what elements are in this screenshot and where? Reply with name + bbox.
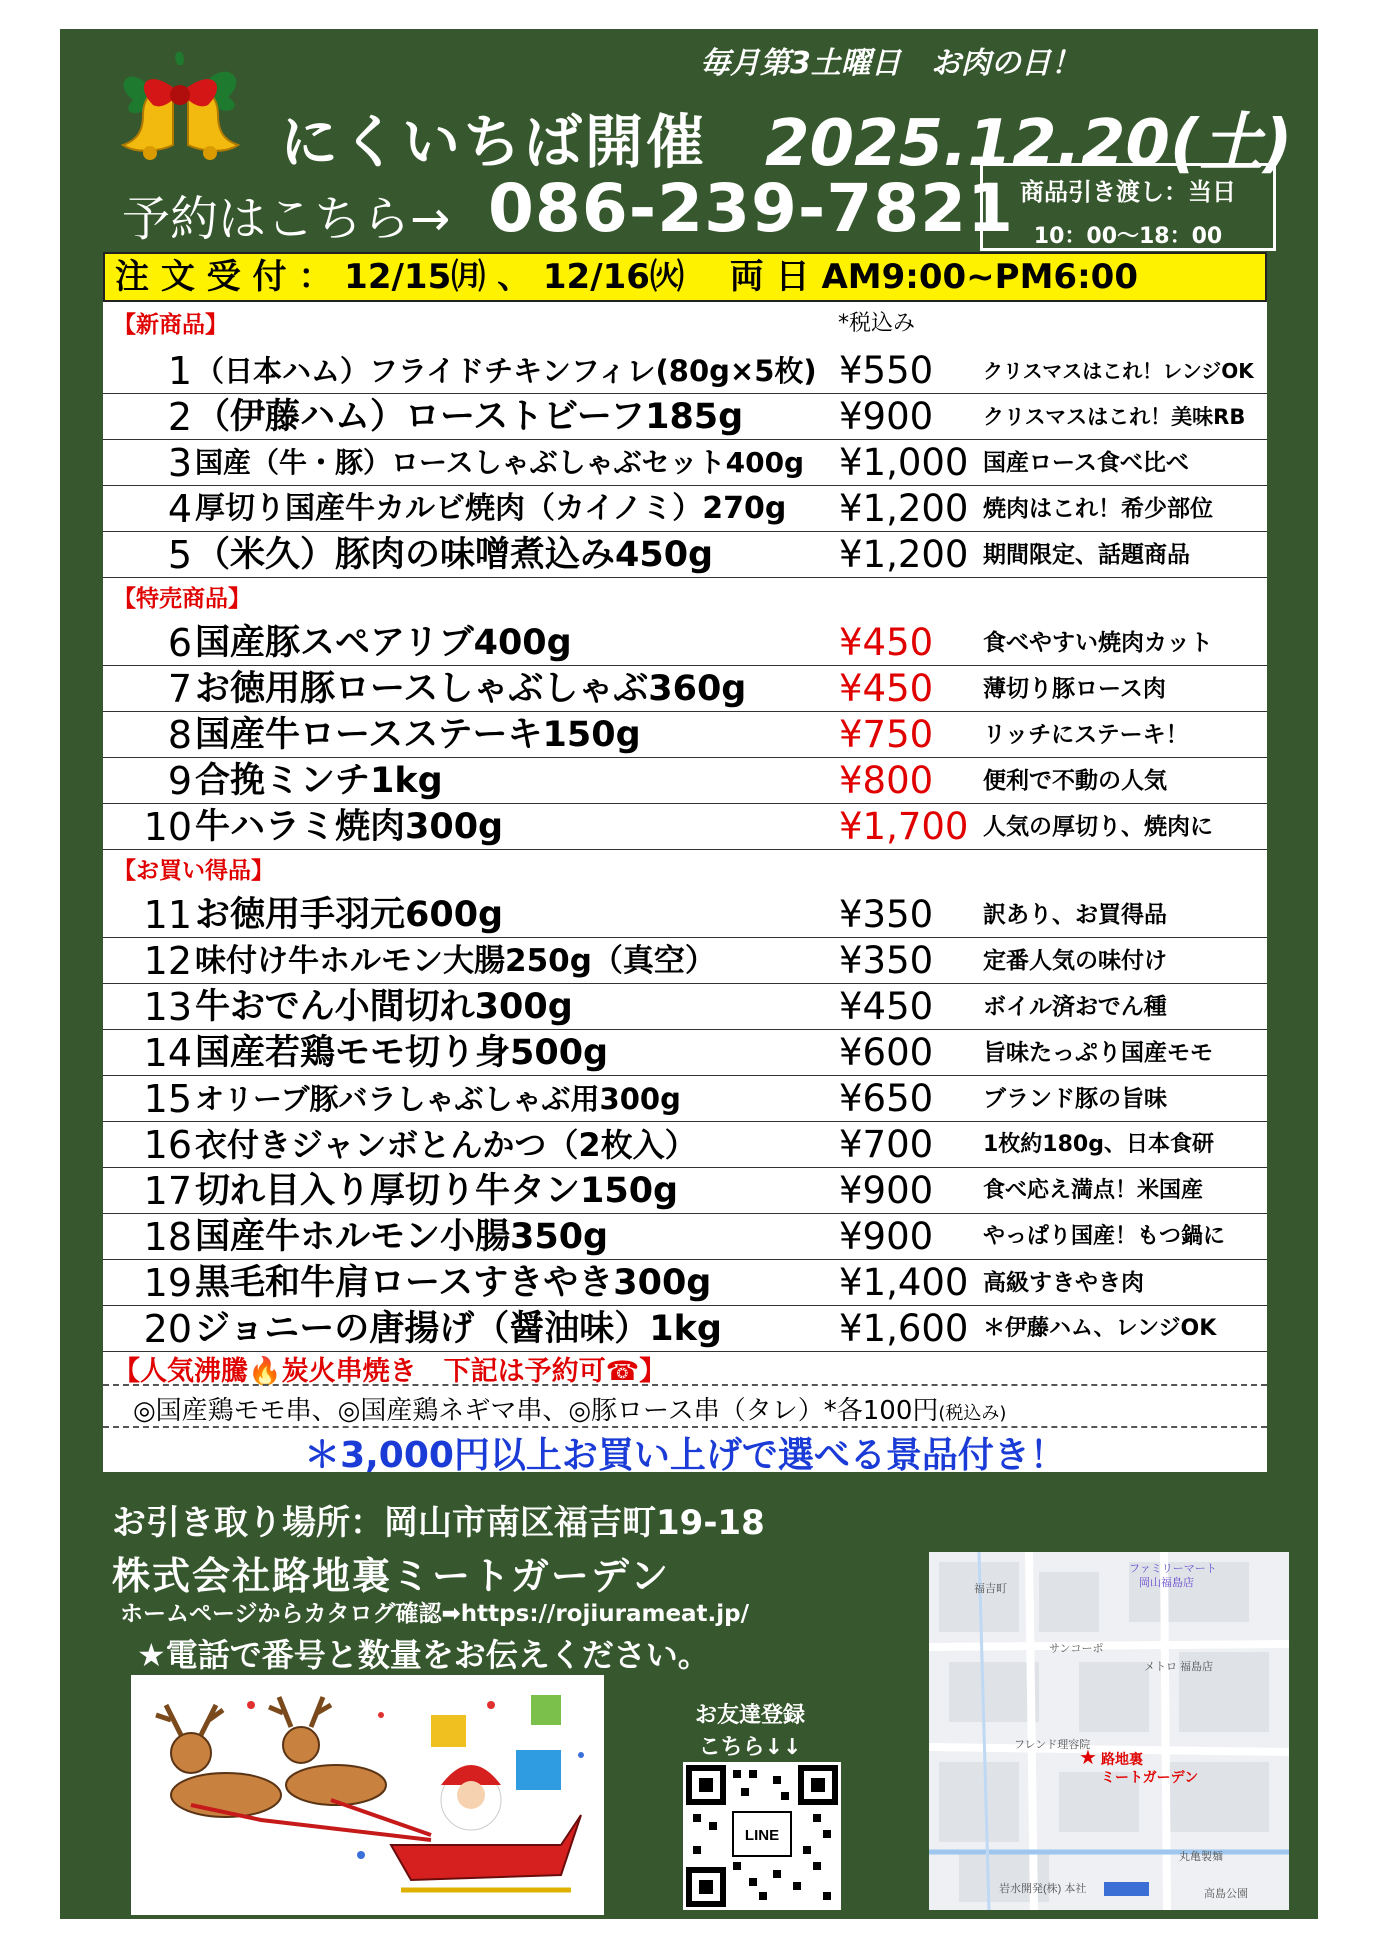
map-label: 高島公園 xyxy=(1204,1888,1248,1900)
item-number: 13 xyxy=(143,985,192,1029)
item-price: ¥1,700 xyxy=(839,805,969,848)
item-number: 11 xyxy=(143,893,192,937)
item-note: ボイル済おでん種 xyxy=(983,994,1167,1020)
list-item xyxy=(103,532,1267,578)
item-price: ¥1,200 xyxy=(839,533,969,576)
list-item xyxy=(103,712,1267,758)
item-note: 焼肉はこれ！希少部位 xyxy=(983,496,1213,522)
map-icon xyxy=(929,1552,1289,1910)
pickup-address: お引き取り場所：岡山市南区福吉町19-18 xyxy=(112,1503,765,1543)
item-name: お徳用手羽元600g xyxy=(195,895,504,935)
item-number: 9 xyxy=(167,759,192,803)
item-name: 牛おでん小間切れ300g xyxy=(195,987,573,1027)
item-price: ¥800 xyxy=(839,759,934,802)
item-price: ¥900 xyxy=(839,1215,934,1258)
delivery-label: 商品引き渡し：当日 xyxy=(1020,178,1236,206)
item-note: リッチにステーキ！ xyxy=(983,722,1189,748)
item-price: ¥1,600 xyxy=(839,1307,969,1350)
section-bargain: 【お買い得品】 xyxy=(113,858,274,884)
friend-line-2: こちら↓↓ xyxy=(698,1735,802,1760)
item-note: 高級すきやき肉 xyxy=(983,1270,1144,1296)
list-item xyxy=(103,1122,1267,1168)
product-list xyxy=(103,302,1267,1476)
call-instruction: ★電話で番号と数量をお伝えください。 xyxy=(137,1636,710,1674)
map-label: 岡山福島店 xyxy=(1139,1577,1194,1589)
item-note: クリスマスはこれ！美味RB xyxy=(983,405,1246,429)
item-note: 国産ロース食べ比べ xyxy=(983,450,1189,476)
list-item xyxy=(103,892,1267,938)
item-price: ¥900 xyxy=(839,395,934,438)
event-date: 2025.12.20(土) xyxy=(765,107,1293,181)
item-note: 食べやすい焼肉カット xyxy=(983,630,1213,656)
item-name: 味付け牛ホルモン大腸250g（真空） xyxy=(195,943,716,979)
list-item xyxy=(103,440,1267,486)
item-name: ジョニーの唐揚げ（醤油味）1kg xyxy=(195,1309,722,1349)
yakitori-heading: 【人気沸騰🔥炭火串焼き 下記は予約可☎】 xyxy=(113,1356,667,1387)
map-label: 丸亀製麺 xyxy=(1179,1851,1223,1863)
item-price: ¥450 xyxy=(839,667,934,710)
item-number: 14 xyxy=(143,1031,192,1075)
map-label: フレンド理容院 xyxy=(1014,1739,1091,1751)
item-price: ¥1,400 xyxy=(839,1261,969,1304)
divider xyxy=(103,1384,1267,1386)
item-note: 薄切り豚ロース肉 xyxy=(983,676,1166,702)
monthly-event-text: 毎月第3土曜日 お肉の日！ xyxy=(700,46,1081,81)
christmas-bell-icon xyxy=(108,45,258,185)
line-friend-prompt xyxy=(695,1700,805,1764)
delivery-box xyxy=(980,163,1276,251)
item-name: （米久）豚肉の味噌煮込み450g xyxy=(195,535,714,575)
item-number: 10 xyxy=(143,805,192,849)
item-number: 2 xyxy=(167,395,192,439)
item-note: 訳あり、お買得品 xyxy=(983,902,1167,928)
item-name: （伊藤ハム）ローストビーフ185g xyxy=(195,397,744,437)
line-qr-code[interactable] xyxy=(683,1762,841,1910)
yakitori-text: ◎国産鶏モモ串、◎国産鶏ネギマ串、◎豚ロース串（タレ）*各100円 xyxy=(133,1396,939,1426)
item-number: 7 xyxy=(167,667,192,711)
item-name: オリーブ豚バラしゃぶしゃぶ用300g xyxy=(195,1082,681,1116)
yakitori-tax: (税込み) xyxy=(938,1403,1007,1424)
section-new: 【新商品】 xyxy=(113,312,228,338)
item-name: 国産牛ホルモン小腸350g xyxy=(195,1217,609,1257)
item-price: ¥650 xyxy=(839,1077,934,1120)
item-note: 定番人気の味付け xyxy=(983,948,1167,974)
item-name: 牛ハラミ焼肉300g xyxy=(195,807,504,847)
item-name: 黒毛和牛肩ロースすきやき300g xyxy=(195,1263,712,1303)
item-number: 20 xyxy=(143,1307,192,1351)
item-number: 8 xyxy=(167,713,192,757)
item-name: 切れ目入り厚切り牛タン150g xyxy=(195,1171,679,1211)
item-price: ¥550 xyxy=(839,349,934,392)
item-name: 国産豚スペアリブ400g xyxy=(195,623,572,663)
item-number: 19 xyxy=(143,1261,192,1305)
item-name: 国産若鶏モモ切り身500g xyxy=(195,1033,609,1073)
map-label: ファミリーマート xyxy=(1129,1563,1217,1575)
homepage-link[interactable]: ホームページからカタログ確認➡https://rojiurameat.jp/ xyxy=(120,1601,750,1627)
location-star-icon: ★ xyxy=(1079,1745,1097,1769)
item-price: ¥1,200 xyxy=(839,487,969,530)
map-label: サンコーポ xyxy=(1049,1643,1104,1655)
item-name: 合挽ミンチ1kg xyxy=(195,761,443,801)
list-item xyxy=(103,1030,1267,1076)
item-number: 6 xyxy=(167,621,192,665)
qr-label: LINE xyxy=(744,1827,780,1844)
section-special: 【特売商品】 xyxy=(113,586,251,612)
list-item xyxy=(103,758,1267,804)
list-item xyxy=(103,984,1267,1030)
list-item xyxy=(103,1076,1267,1122)
map-label: 岩水開発(株) 本社 xyxy=(999,1883,1087,1895)
list-item xyxy=(103,666,1267,712)
item-price: ¥750 xyxy=(839,713,934,756)
item-number: 15 xyxy=(143,1077,192,1121)
map-shop-label-1: 路地裏 xyxy=(1101,1751,1143,1767)
item-price: ¥1,000 xyxy=(839,441,969,484)
list-item xyxy=(103,938,1267,984)
list-item xyxy=(103,486,1267,532)
item-price: ¥450 xyxy=(839,621,934,664)
map-label: メトロ 福島店 xyxy=(1144,1661,1214,1673)
reserve-label: 予約はこちら→ xyxy=(122,191,451,247)
item-name: 衣付きジャンボとんかつ（2枚入） xyxy=(195,1126,697,1164)
item-number: 16 xyxy=(143,1123,192,1167)
list-item xyxy=(103,1260,1267,1306)
list-item xyxy=(103,1306,1267,1352)
list-item xyxy=(103,620,1267,666)
item-note: 期間限定、話題商品 xyxy=(983,542,1190,568)
phone-number[interactable]: 086-239-7821 xyxy=(488,170,1015,247)
item-note: クリスマスはこれ！レンジOK xyxy=(983,359,1254,383)
item-price: ¥900 xyxy=(839,1169,934,1212)
qr-code-icon xyxy=(683,1762,841,1910)
item-note: ブランド豚の旨味 xyxy=(983,1086,1167,1112)
tax-note: *税込み xyxy=(838,311,916,336)
item-note: 便利で不動の人気 xyxy=(983,768,1167,794)
item-note: ＊伊藤ハム、レンジOK xyxy=(983,1316,1217,1341)
list-item xyxy=(103,804,1267,850)
delivery-time: 10：00～18：00 xyxy=(1033,224,1223,249)
item-note: やっぱり国産！もつ鍋に xyxy=(983,1224,1226,1249)
santa-sleigh-icon xyxy=(131,1675,604,1915)
location-map[interactable] xyxy=(929,1552,1289,1910)
friend-line-1: お友達登録 xyxy=(695,1703,806,1728)
list-item xyxy=(103,1214,1267,1260)
item-number: 4 xyxy=(167,487,192,531)
item-number: 5 xyxy=(167,533,192,577)
item-price: ¥600 xyxy=(839,1031,934,1074)
item-number: 12 xyxy=(143,939,192,983)
yakitori-items xyxy=(133,1390,1006,1427)
page-title: にくいちば開催 xyxy=(280,108,708,176)
order-period-bar: 注 文 受 付 ： 12/15㈪ 、 12/16㈫ 両 日 AM9:00~PM6:00 xyxy=(103,252,1267,302)
list-item xyxy=(103,1168,1267,1214)
item-note: 1枚約180g、日本食研 xyxy=(983,1132,1214,1157)
santa-sleigh-illustration xyxy=(131,1675,604,1915)
item-note: 旨味たっぷり国産モモ xyxy=(983,1040,1213,1066)
company-name: 株式会社路地裏ミートガーデン xyxy=(112,1554,671,1598)
map-label: 福吉町 xyxy=(974,1583,1007,1595)
item-number: 17 xyxy=(143,1169,192,1213)
item-name: 国産牛ロースステーキ150g xyxy=(195,715,641,755)
item-name: 国産（牛・豚）ロースしゃぶしゃぶセット400g xyxy=(195,446,805,479)
item-number: 1 xyxy=(167,349,192,393)
item-name: お徳用豚ロースしゃぶしゃぶ360g xyxy=(195,669,747,709)
item-price: ¥350 xyxy=(839,939,934,982)
item-name: 厚切り国産牛カルビ焼肉（カイノミ）270g xyxy=(195,491,787,526)
item-price: ¥700 xyxy=(839,1123,934,1166)
item-note: 人気の厚切り、焼肉に xyxy=(983,814,1213,840)
item-number: 18 xyxy=(143,1215,192,1259)
list-item xyxy=(103,394,1267,440)
item-number: 3 xyxy=(167,441,192,485)
item-name: （日本ハム）フライドチキンフィレ(80g×5枚) xyxy=(195,354,817,388)
map-shop-label-2: ミートガーデン xyxy=(1101,1769,1199,1785)
item-note: 食べ応え満点！米国産 xyxy=(983,1178,1204,1203)
item-price: ¥350 xyxy=(839,893,934,936)
bonus-text: ＊3,000円以上お買い上げで選べる景品付き！ xyxy=(304,1435,1066,1476)
item-price: ¥450 xyxy=(839,985,934,1028)
list-item xyxy=(103,348,1267,394)
